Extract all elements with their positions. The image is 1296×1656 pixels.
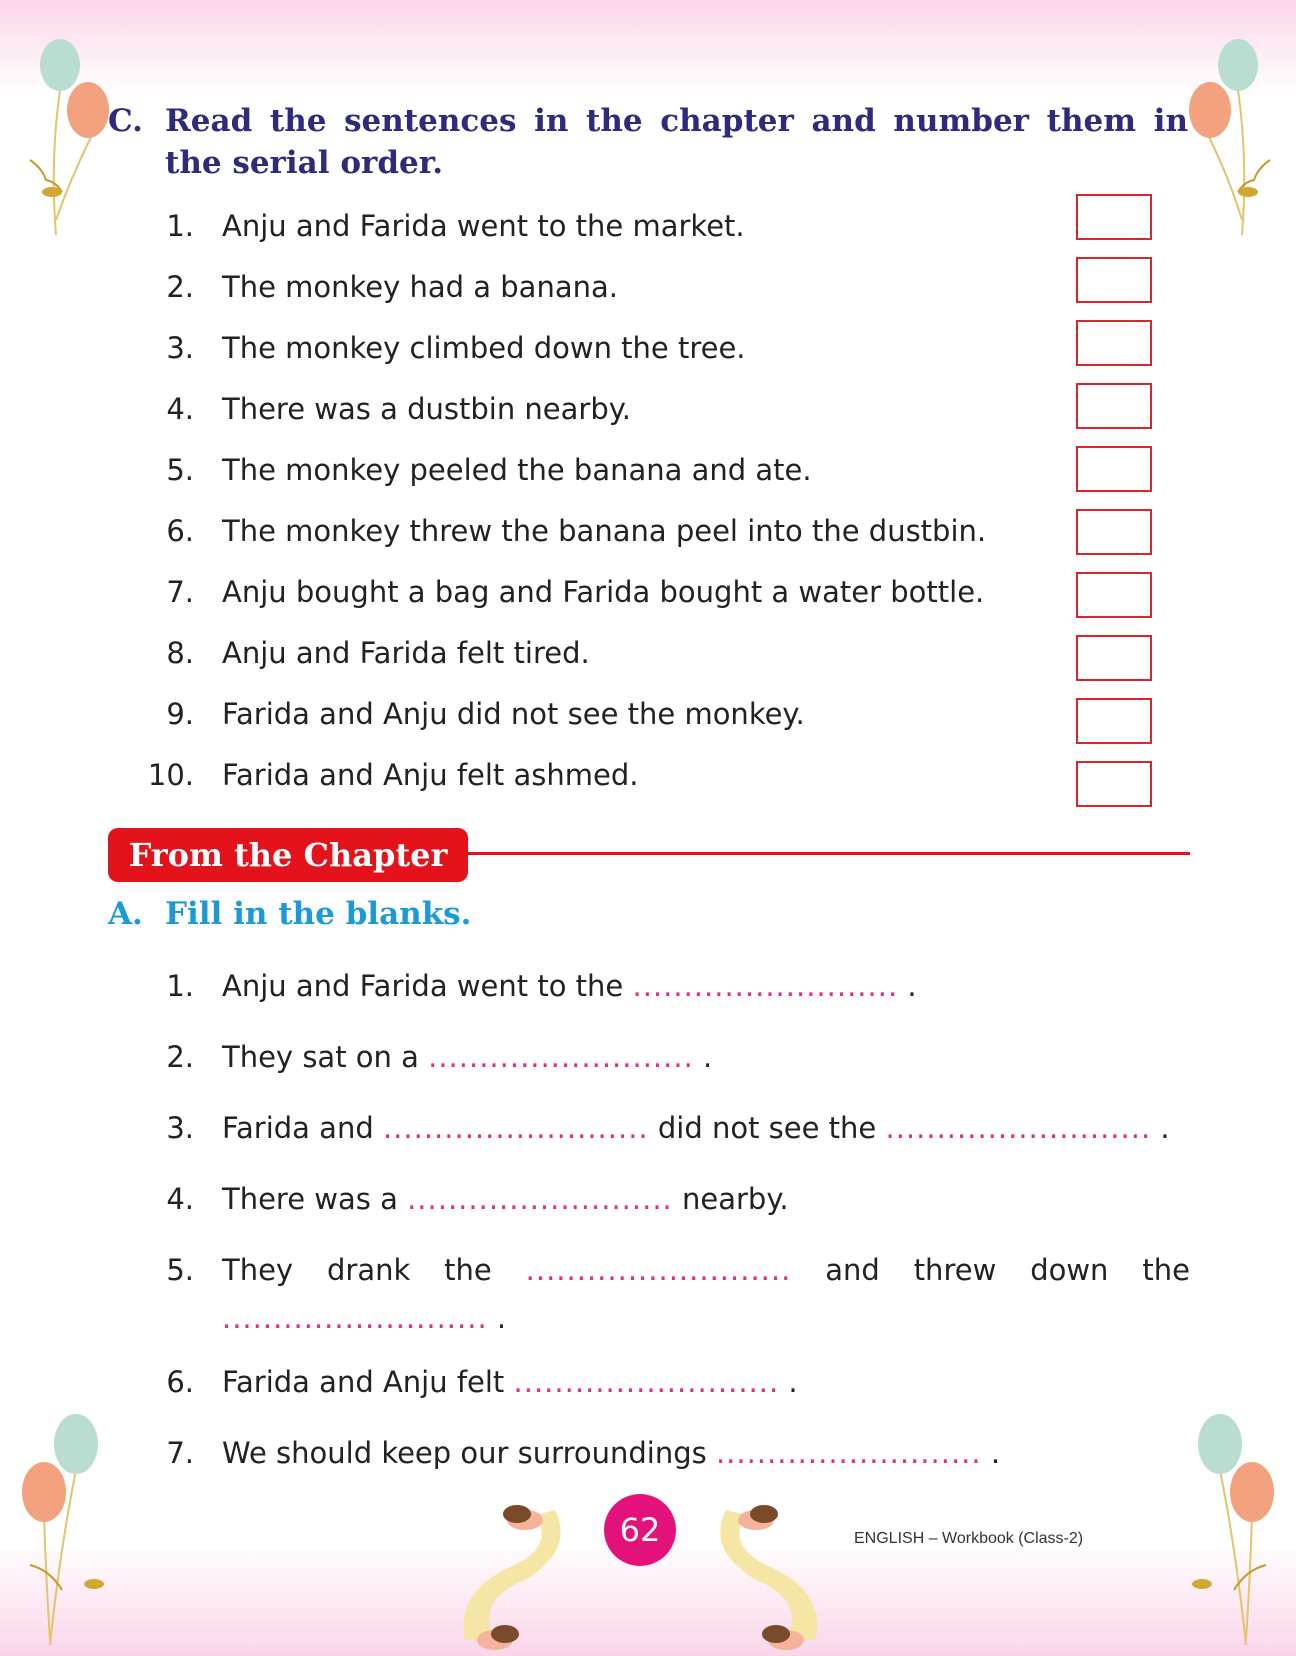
- answer-box[interactable]: [1076, 194, 1152, 240]
- item-text: .: [1160, 1111, 1170, 1145]
- order-item: [140, 570, 1020, 614]
- item-number: 7.: [166, 1436, 194, 1470]
- order-item: [140, 387, 1020, 431]
- blank-field[interactable]: ..........................: [428, 1040, 694, 1074]
- item-number: 9.: [166, 697, 194, 731]
- item-text: Anju and Farida felt tired.: [222, 636, 590, 670]
- item-number: 2.: [166, 270, 194, 304]
- item-number: 4.: [166, 1182, 194, 1216]
- order-item: [140, 265, 1020, 309]
- section-a-heading: [108, 892, 472, 936]
- item-text: Farida and Anju felt: [222, 1365, 505, 1399]
- answer-box[interactable]: [1076, 698, 1152, 744]
- item-text: Anju and Farida went to the: [222, 969, 624, 1003]
- fill-item: [140, 1429, 1190, 1477]
- item-text: threw: [913, 1253, 997, 1287]
- item-text: .: [788, 1365, 798, 1399]
- item-number: 5.: [166, 453, 194, 487]
- item-text: There was a: [222, 1182, 398, 1216]
- birds-ribbon-right-icon: [696, 1490, 826, 1656]
- page-number-badge: 62: [604, 1494, 676, 1566]
- balloons-top-right-icon: [1170, 20, 1290, 240]
- blank-field[interactable]: ..........................: [525, 1253, 792, 1287]
- item-text: .: [990, 1436, 1001, 1470]
- item-number: 8.: [166, 636, 194, 670]
- answer-box[interactable]: [1076, 383, 1152, 429]
- item-text: nearby.: [682, 1182, 789, 1216]
- item-text: The monkey threw the banana peel into the dustbin.: [222, 514, 987, 548]
- balloons-bottom-left-icon: [10, 1400, 130, 1650]
- fill-item: [140, 1246, 1190, 1294]
- item-text: Anju bought a bag and Farida bought a water bottle.: [222, 575, 985, 609]
- order-item: [140, 692, 1020, 736]
- fill-item: [140, 1175, 1190, 1223]
- order-item: [140, 204, 1020, 248]
- section-a-letter: A.: [108, 896, 143, 932]
- order-item: [140, 753, 1020, 797]
- item-text: They: [222, 1253, 294, 1287]
- banner-divider: [460, 852, 1190, 855]
- book-title: ENGLISH – Workbook (Class-2): [854, 1530, 1084, 1547]
- item-number: 6.: [166, 514, 194, 548]
- answer-box[interactable]: [1076, 446, 1152, 492]
- item-number: 1.: [166, 969, 194, 1003]
- item-text: drank: [327, 1253, 411, 1287]
- item-number: 3.: [166, 1111, 194, 1145]
- item-number: 4.: [166, 392, 194, 426]
- item-text: .: [703, 1040, 713, 1074]
- blank-field[interactable]: ..........................: [513, 1365, 780, 1399]
- item-text: We should keep our surroundings: [222, 1436, 707, 1470]
- item-text: down: [1030, 1253, 1109, 1287]
- answer-box[interactable]: [1076, 635, 1152, 681]
- item-text: They sat on a: [222, 1040, 419, 1074]
- item-text: The monkey had a banana.: [222, 270, 618, 304]
- item-text: There was a dustbin nearby.: [222, 392, 631, 426]
- blank-field[interactable]: ..........................: [222, 1301, 488, 1335]
- fill-item: [140, 1033, 1190, 1081]
- birds-ribbon-left-icon: [455, 1490, 585, 1656]
- blank-field[interactable]: ..........................: [632, 969, 899, 1003]
- answer-box[interactable]: [1076, 761, 1152, 807]
- answer-box[interactable]: [1076, 509, 1152, 555]
- order-item: [140, 448, 1020, 492]
- item-text: Farida and: [222, 1111, 374, 1145]
- fill-item: [140, 962, 1190, 1010]
- order-item: [140, 509, 1020, 553]
- item-text: Farida and Anju did not see the monkey.: [222, 697, 805, 731]
- item-text: the: [444, 1253, 492, 1287]
- section-a-instruction: Fill in the blanks.: [165, 896, 472, 932]
- item-text: .: [496, 1301, 507, 1335]
- fill-item-continued: [140, 1294, 1190, 1342]
- answer-box[interactable]: [1076, 572, 1152, 618]
- answer-box[interactable]: [1076, 320, 1152, 366]
- item-number: 7.: [166, 575, 194, 609]
- item-text: Anju and Farida went to the market.: [222, 209, 745, 243]
- item-text: The monkey peeled the banana and ate.: [222, 453, 812, 487]
- item-number: 10.: [147, 758, 194, 792]
- blank-field[interactable]: ..........................: [715, 1436, 982, 1470]
- fill-item: [140, 1358, 1190, 1406]
- item-text: .: [907, 969, 917, 1003]
- item-number: 5.: [166, 1253, 194, 1287]
- section-c-instruction: Read the sentences in the chapter and number them in the serial order.: [165, 103, 1188, 181]
- item-number: 6.: [166, 1365, 194, 1399]
- answer-box[interactable]: [1076, 257, 1152, 303]
- section-c-letter: C.: [108, 103, 143, 139]
- item-number: 3.: [166, 331, 194, 365]
- blank-field[interactable]: ..........................: [407, 1182, 673, 1216]
- blank-field[interactable]: ..........................: [885, 1111, 1152, 1145]
- blank-field[interactable]: ..........................: [382, 1111, 649, 1145]
- item-number: 1.: [166, 209, 194, 243]
- order-item: [140, 631, 1020, 675]
- order-item: [140, 326, 1020, 370]
- from-the-chapter-banner: From the Chapter: [108, 828, 468, 882]
- section-c-heading: [108, 100, 1188, 184]
- item-text: Farida and Anju felt ashmed.: [222, 758, 639, 792]
- item-text: The monkey climbed down the tree.: [222, 331, 746, 365]
- fill-item: [140, 1104, 1190, 1152]
- item-number: 2.: [166, 1040, 194, 1074]
- item-text: did not see the: [657, 1111, 877, 1145]
- item-text: the: [1142, 1253, 1190, 1287]
- item-text: and: [825, 1253, 880, 1287]
